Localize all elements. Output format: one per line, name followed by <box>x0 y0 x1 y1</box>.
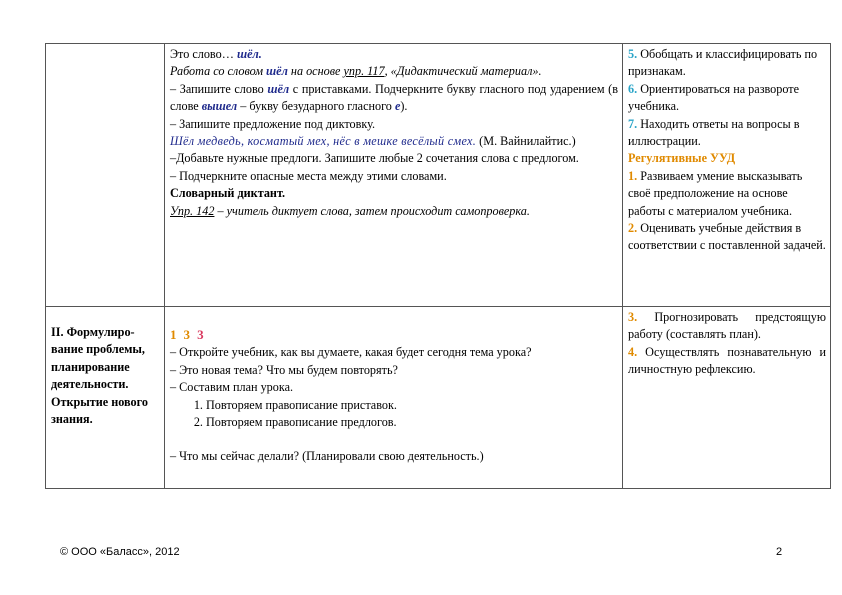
uud-item-6: 6. Ориентироваться на развороте учебника. <box>628 81 800 114</box>
list-item: 2. Повторяем правописание предлогов. <box>206 414 618 431</box>
reg-item-3: 3. Прогнозировать предстоящую работу (составлять план). <box>628 310 826 342</box>
line-work-with-word: Работа со словом шёл на основе упр. 117, «Дидактический материал». <box>170 64 542 79</box>
page-number: 2 <box>776 546 783 558</box>
stage-cell <box>46 44 165 307</box>
line-make-plan: – Составим план урока. <box>170 380 294 395</box>
line-new-topic: – Это новая тема? Что мы будем повторять? <box>170 362 398 377</box>
line-prepositions: –Добавьте нужные предлоги. Запишите любые 2 сочетания слова с предлогом. <box>170 151 579 166</box>
table-row <box>46 307 831 489</box>
reg-item-4: 4. Осуществлять познавательную и личностную рефлексию. <box>628 344 826 377</box>
plan-list <box>170 397 618 432</box>
line-sentence: Шёл медведь, косматый мех, нёс в мешке весёлый смех. (М. Вайнилайтис.) <box>170 134 576 149</box>
step-numbers: 1 3 3 <box>170 327 204 342</box>
uud-item-5: 5. Обобщать и классифицировать по признакам. <box>628 47 818 79</box>
line-dictation: – Запишите предложение под диктовку. <box>170 116 376 131</box>
list-item: 1. Повторяем правописание приставок. <box>206 397 618 414</box>
uud-item-7: 7. Находить ответы на вопросы в иллюстрации. <box>628 116 800 149</box>
line-this-word: Это слово… шёл. <box>170 47 262 61</box>
regulative-heading: Регулятивные УУД <box>628 151 736 166</box>
activity-cell <box>165 307 623 489</box>
line-what-did: – Что мы сейчас делали? (Планировали свою деятельность.) <box>170 449 484 464</box>
reg-item-1: 1. Развиваем умение высказывать своё предположение на основе работы с материалом учебника. <box>628 168 803 218</box>
line-underline: – Подчеркните опасные места между этими словами. <box>170 168 447 183</box>
reg-item-2: 2. Оценивать учебные действия в соответствии с поставленной задачей. <box>628 221 826 253</box>
activity-cell <box>165 44 623 307</box>
line-vocab-dictation: Словарный диктант. <box>170 186 286 201</box>
uud-cell <box>623 307 831 489</box>
line-exercise-142: Упр. 142 – учитель диктует слова, затем происходит самопроверка. <box>170 203 530 218</box>
line-write-word: – Запишите слово шёл с приставками. Подчеркните букву гласного под ударением (в слове вышел – букву безударного гласного е). <box>170 81 618 114</box>
footer-copyright: © ООО «Баласс», 2012 <box>60 546 180 558</box>
stage-cell: II. Формулиро-вание проблемы, планирование деятельности. Открытие нового знания. <box>46 307 165 489</box>
uud-cell <box>623 44 831 307</box>
table-row <box>46 44 831 307</box>
lesson-table <box>45 43 831 489</box>
line-open-textbook: – Откройте учебник, как вы думаете, какая будет сегодня тема урока? <box>170 345 532 360</box>
